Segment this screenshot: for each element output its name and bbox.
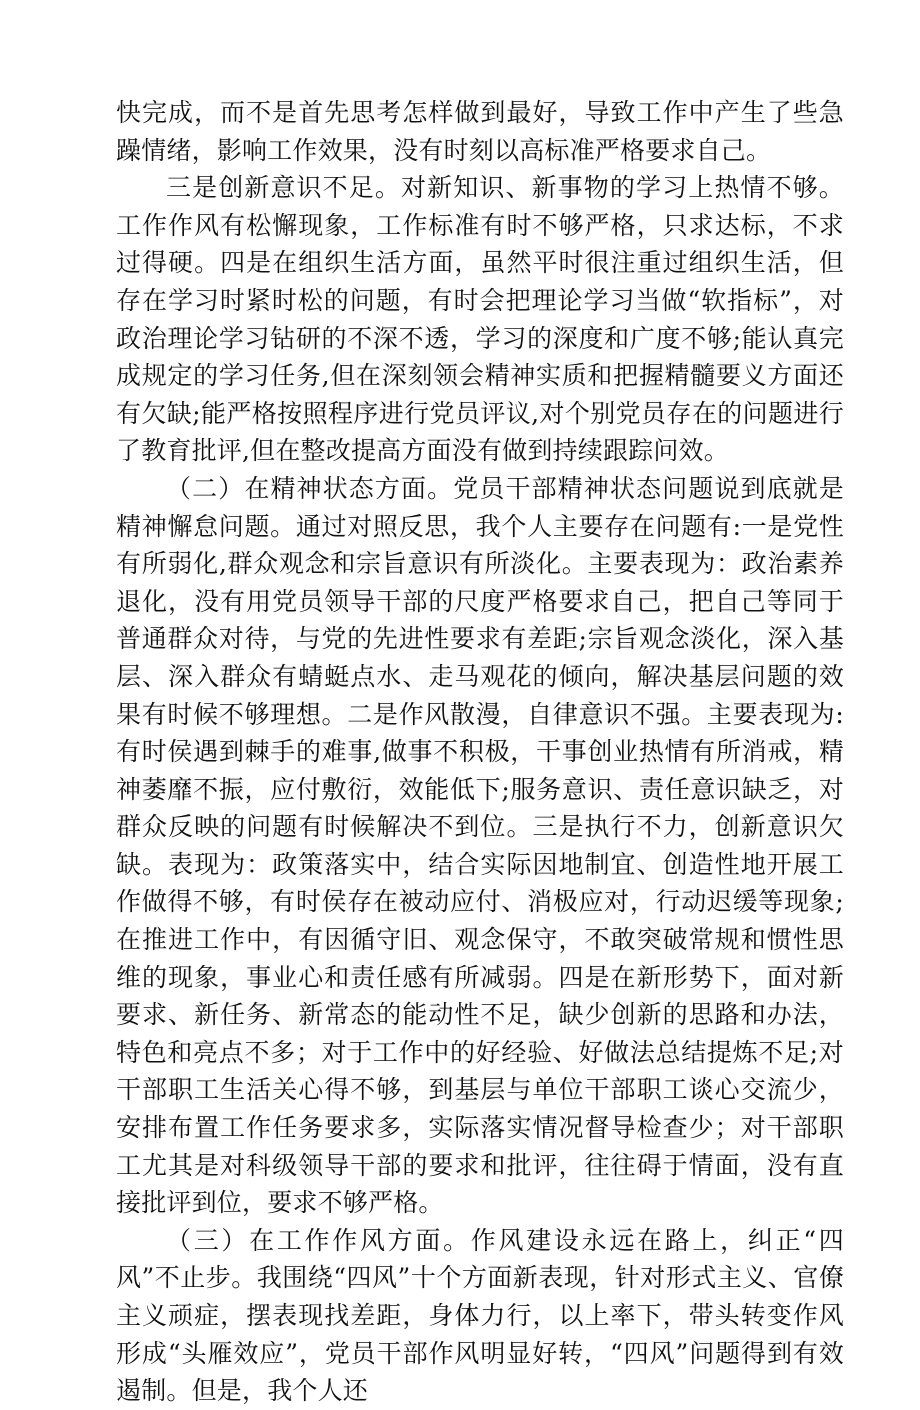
paragraph-work-style: （三）在工作作风方面。作风建设永远在路上，纠正“四风”不止步。我围绕“四风”十个方面新表现，针对形式主义、官僚主义顽症，摆表现找差距，身体力行，以上率下，带头转变作风形成“头雁效应”，党员干部作风明显好转，“四风”问题得到有效遏制。但是，我个人还: [116, 1225, 844, 1406]
paragraph-innovation-awareness: 三是创新意识不足。对新知识、新事物的学习上热情不够。工作作风有松懈现象，工作标准有时不够严格，只求达标，不求过得硬。四是在组织生活方面，虽然平时很注重过组织生活，但存在学习时紧时松的问题，有时会把理论学习当做“软指标”，对政治理论学习钻研的不深不透，学习的深度和广度不够;能认真完成规定的学习任务,但在深刻领会精神实质和把握精髓要义方面还有欠缺;能严格按照程序进行党员评议,对个别党员存在的问题进行了教育批评,但在整改提高方面没有做到持续跟踪问效。: [116, 173, 844, 466]
paragraph-spirit-state: （二）在精神状态方面。党员干部精神状态问题说到底就是精神懈怠问题。通过对照反思，我个人主要存在问题有:一是党性有所弱化,群众观念和宗旨意识有所淡化。主要表现为：政治素养退化，没有用党员领导干部的尺度严格要求自己，把自己等同于普通群众对待，与党的先进性要求有差距;宗旨观念淡化，深入基层、深入群众有蜻蜓点水、走马观花的倾向，解决基层问题的效果有时候不够理想。二是作风散漫，自律意识不强。主要表现为:有时侯遇到棘手的难事,做事不积极，干事创业热情有所消戒，精神萎靡不振，应付敷衍，效能低下;服务意识、责任意识缺乏，对群众反映的问题有时候解决不到位。三是执行不力，创新意识欠缺。表现为：政策落实中，结合实际因地制宜、创造性地开展工作做得不够，有时侯存在被动应付、消极应对，行动迟缓等现象;在推进工作中，有因循守旧、观念保守，不敢突破常规和惯性思维的现象，事业心和责任感有所减弱。四是在新形势下，面对新要求、新任务、新常态的能动性不足，缺少创新的思路和办法，特色和亮点不多；对于工作中的好经验、好做法总结提炼不足;对干部职工生活关心得不够，到基层与单位干部职工谈心交流少，安排布置工作任务要求多，实际落实情况督导检查少；对干部职工尤其是对科级领导干部的要求和批评，往往碍于情面，没有直接批评到位，要求不够严格。: [116, 473, 844, 1218]
document-body: [116, 94, 844, 1410]
paragraph-continuation: 快完成，而不是首先思考怎样做到最好，导致工作中产生了些急躁情绪，影响工作效果，没有时刻以高标准严格要求自己。: [116, 98, 844, 165]
